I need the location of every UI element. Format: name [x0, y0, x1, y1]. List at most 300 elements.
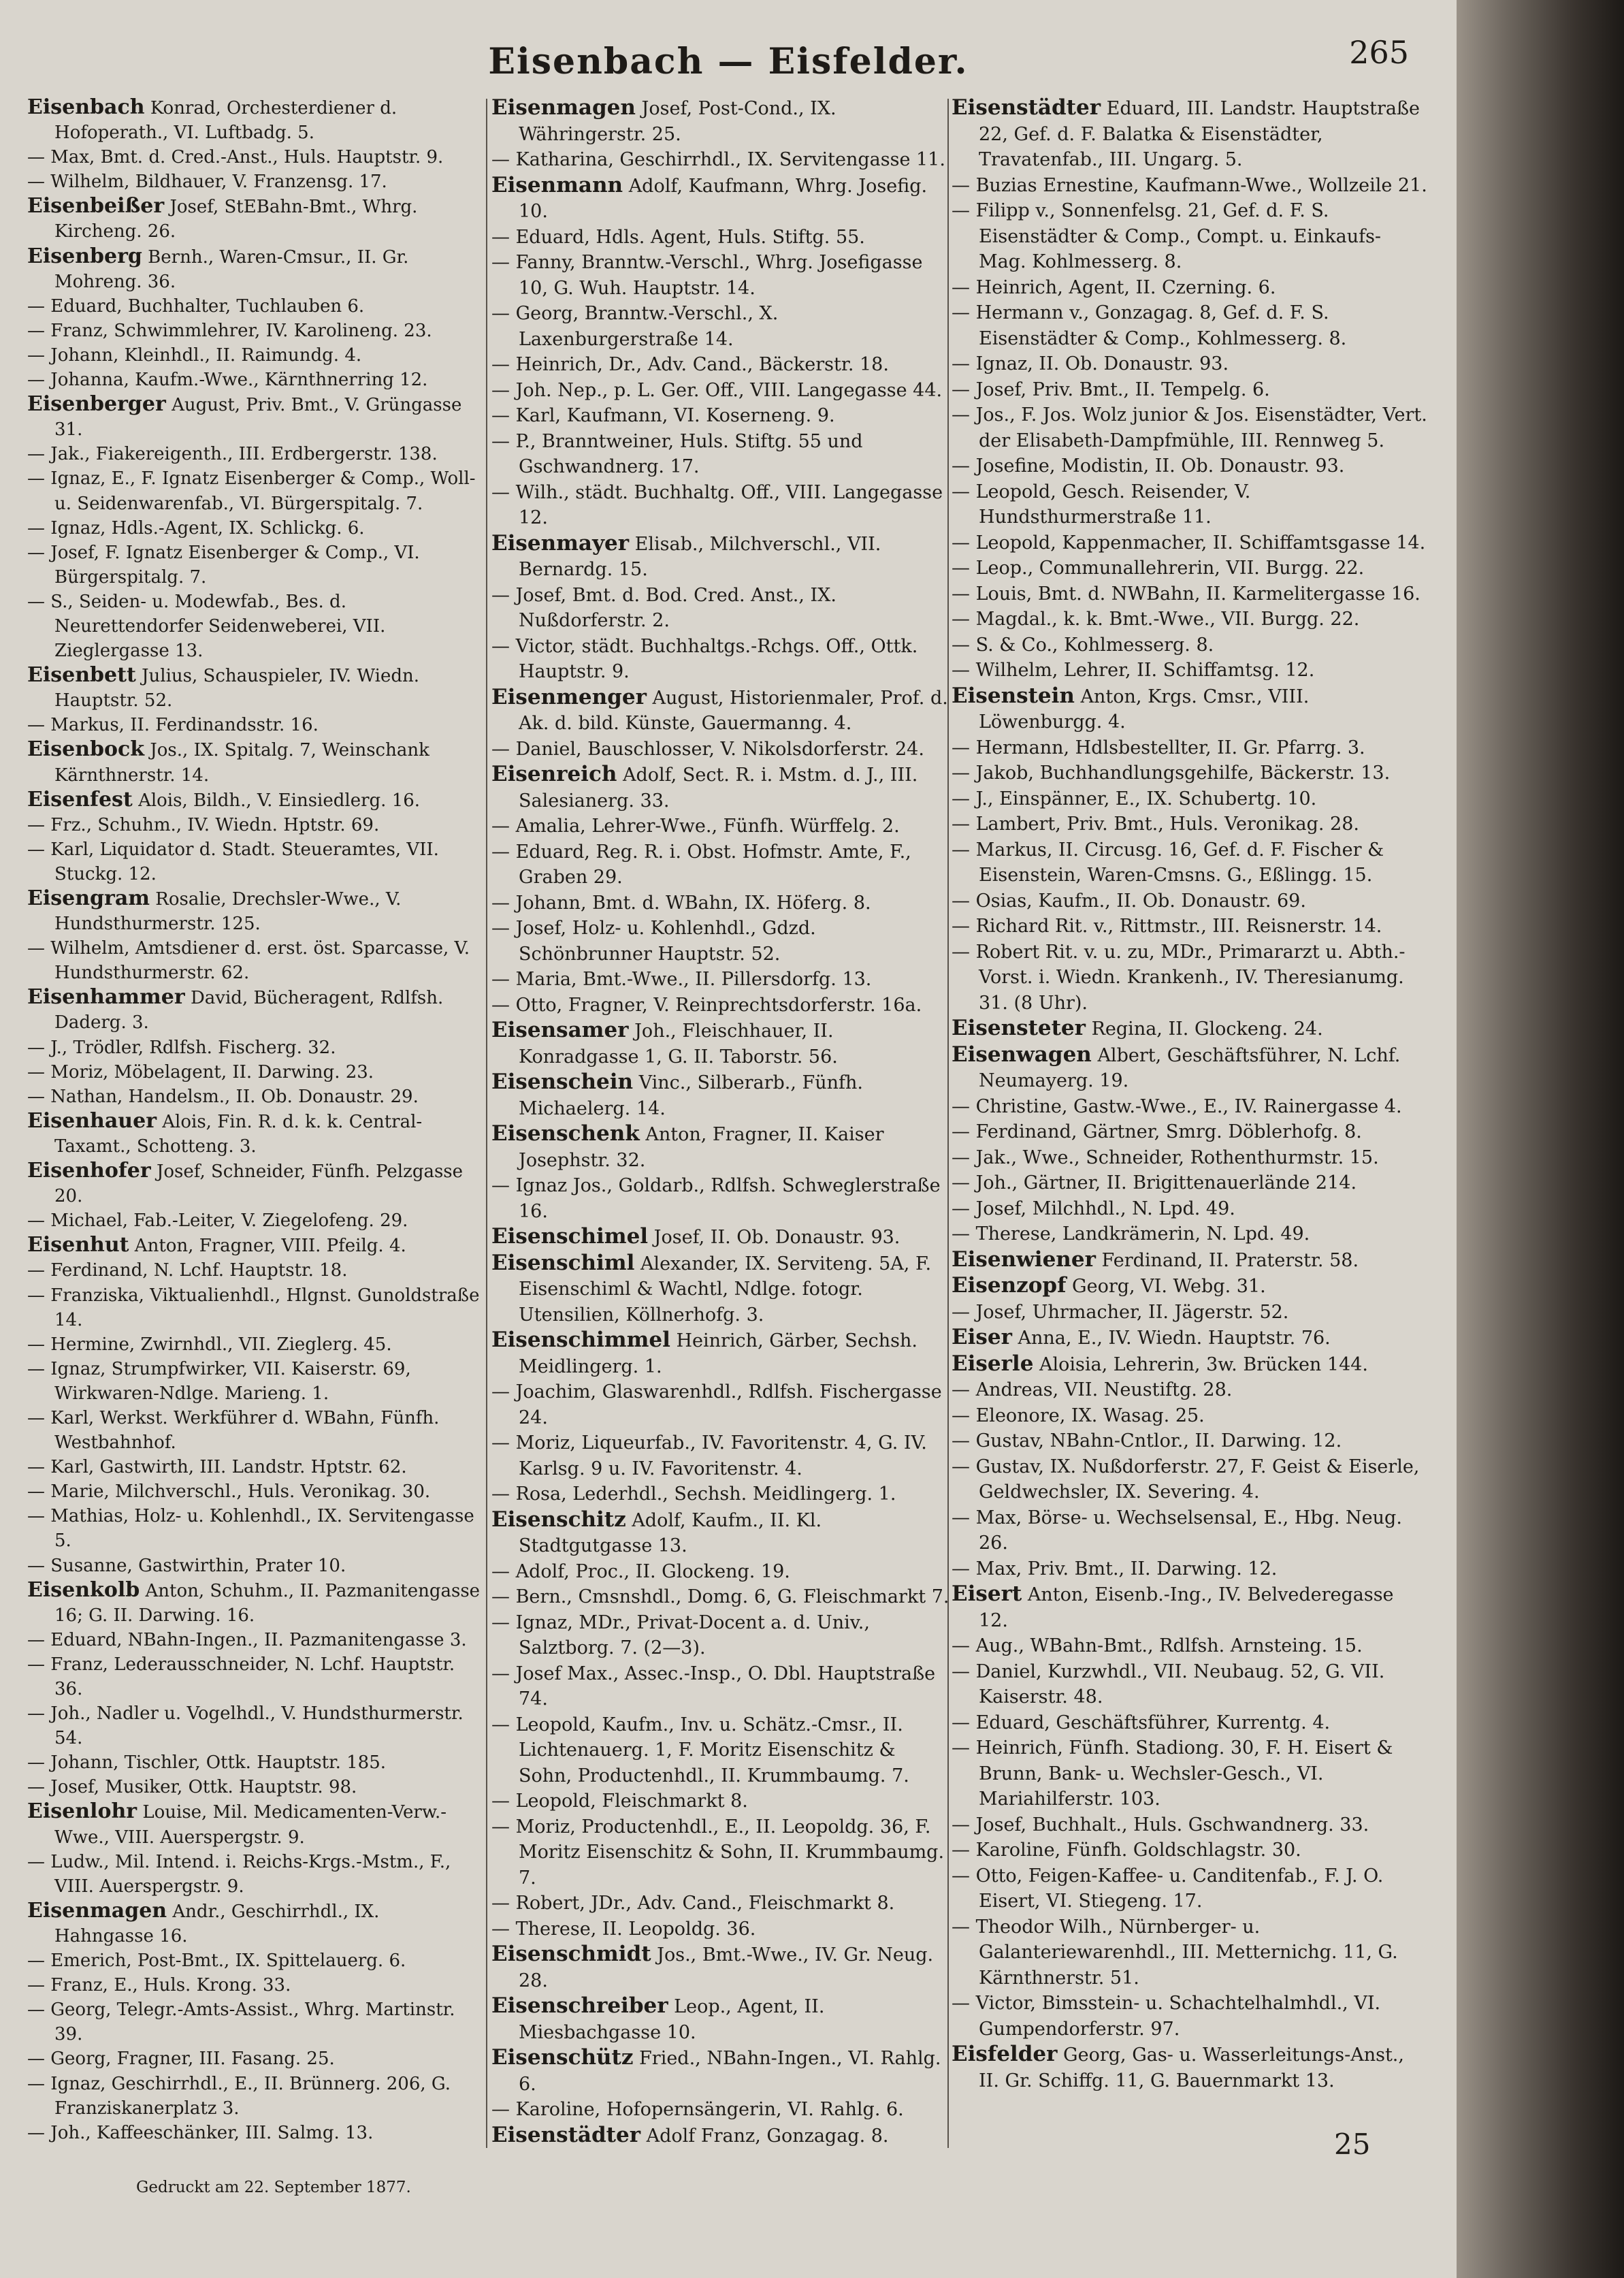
entry-text: Daniel, Kurzwhdl., VII. Neubaug. 52, G. VII. Kaiserstr. 48.: [975, 1661, 1385, 1707]
directory-sub-entry: [952, 1221, 1428, 1247]
entry-text: Louise, Mil. Medicamenten-Verw.-Wwe., VIII. Auerspergstr. 9.: [54, 1802, 447, 1848]
entry-text: Leop., Communallehrerin, VII. Burgg. 22.: [975, 558, 1365, 579]
entry-text: Louis, Bmt. d. NWBahn, II. Karmelitergasse 16.: [975, 583, 1420, 605]
entry-text: Josef, Post-Cond., IX. Währingerstr. 25.: [519, 98, 837, 145]
entry-text: Eduard, Hdls. Agent, Huls. Stiftg. 55.: [515, 226, 865, 248]
directory-entry: [952, 1582, 1428, 1633]
entry-text: Emerich, Post-Bmt., IX. Spittelauerg. 6.: [50, 1951, 406, 1972]
entry-text: Josef, F. Ignatz Eisenberger & Comp., VI. Bürgerspitalg. 7.: [50, 542, 420, 588]
entry-text: Konrad, Orchesterdiener d. Hofoperath., VI. Luftbadg. 5.: [54, 98, 397, 144]
directory-sub-entry: [491, 352, 952, 378]
entry-text: Bernh., Waren-Cmsur., II. Gr. Mohreng. 36.: [54, 246, 409, 292]
directory-entry: [27, 1799, 483, 1849]
directory-entry: [27, 1899, 483, 1948]
directory-sub-entry: [27, 1652, 483, 1701]
entry-text: Wilhelm, Bildhauer, V. Franzensg. 17.: [50, 172, 387, 193]
entry-text: Georg, Branntw.-Verschl., X. Laxenburgerstraße 14.: [515, 303, 779, 350]
directory-sub-entry: [952, 377, 1428, 403]
entry-text: Regina, II. Glockeng. 24.: [1091, 1018, 1323, 1040]
entry-text: Amalia, Lehrer-Wwe., Fünfh. Würffelg. 2.: [515, 816, 900, 837]
directory-sub-entry: [491, 1788, 952, 1814]
directory-sub-entry: [952, 1838, 1428, 1863]
directory-sub-entry: [491, 429, 952, 480]
entry-surname: Eisenmagen: [27, 1898, 167, 1923]
directory-sub-entry: [491, 250, 952, 301]
directory-sub-entry: [491, 1712, 952, 1789]
signature-mark: 25: [1334, 2128, 1371, 2161]
entry-text: Johanna, Kaufm.-Wwe., Kärnthnerring 12.: [50, 370, 428, 391]
page-header: [0, 34, 1457, 95]
directory-sub-entry: [952, 581, 1428, 607]
directory-entry: [27, 194, 483, 244]
entry-text: S., Seiden- u. Modewfab., Bes. d. Neurettendorfer Seidenweberei, VII. Zieglergasse 13.: [50, 591, 386, 662]
entry-text: Alexander, IX. Serviteng. 5A, F. Eisenschiml & Wachtl, Ndlge. fotogr. Utensilien, Köllnerhofg. 3.: [519, 1253, 932, 1326]
directory-sub-entry: [27, 936, 483, 985]
entry-text: Karl, Kaufmann, VI. Koserneng. 9.: [515, 405, 835, 426]
directory-sub-entry: [27, 1750, 483, 1775]
entry-surname: Eisenschitz: [491, 1507, 626, 1532]
entry-surname: Eisenbett: [27, 663, 136, 688]
running-title: Eisenbach — Eisfelder.: [488, 41, 969, 82]
directory-sub-entry: [27, 1036, 483, 1060]
entry-text: Marie, Milchverschl., Huls. Veronikag. 30.: [50, 1481, 431, 1503]
entry-text: Eleonore, IX. Wasag. 25.: [975, 1405, 1205, 1426]
entry-surname: Eiser: [952, 1325, 1012, 1349]
entry-surname: Eisenstein: [952, 683, 1075, 708]
entry-text: Andreas, VII. Neustiftg. 28.: [975, 1379, 1233, 1400]
entry-text: Max, Börse- u. Wechselsensal, E., Hbg. Neug. 26.: [975, 1507, 1402, 1554]
directory-sub-entry: [952, 1735, 1428, 1812]
entry-text: Hermann, Hdlsbestellter, II. Gr. Pfarrg. 3.: [975, 737, 1365, 758]
directory-sub-entry: [491, 583, 952, 634]
entry-text: Nathan, Handelsm., II. Ob. Donaustr. 29.: [50, 1086, 419, 1107]
directory-entry: [27, 1233, 483, 1258]
directory-sub-entry: [952, 1710, 1428, 1736]
directory-sub-entry: [27, 170, 483, 194]
directory-entry: [27, 985, 483, 1035]
entry-text: Robert Rit. v. u. zu, MDr., Primararzt u. Abth.-Vorst. i. Wiedn. Krankenh., IV. Theresianumg. 31. (8 Uhr).: [975, 941, 1406, 1014]
entry-surname: Eisenmagen: [491, 95, 636, 120]
entry-text: Ignaz Jos., Goldarb., Rdlfsh. Schweglerstraße 16.: [515, 1175, 941, 1222]
entry-text: August, Historienmaler, Prof. d. Ak. d. bild. Künste, Gauermanng. 4.: [519, 687, 948, 734]
entry-text: Ferdinand, N. Lchf. Hauptstr. 18.: [50, 1260, 348, 1281]
directory-entry: [27, 244, 483, 294]
directory-sub-entry: [952, 556, 1428, 581]
entry-text: Bern., Cmsnshdl., Domg. 6, G. Fleischmarkt 7.: [515, 1586, 949, 1607]
directory-sub-entry: [491, 1891, 952, 1916]
entry-text: Jos., IX. Spitalg. 7, Weinschank Kärnthnerstr. 14.: [54, 740, 429, 786]
entry-text: Leopold, Fleischmarkt 8.: [515, 1791, 748, 1812]
directory-sub-entry: [491, 403, 952, 429]
directory-sub-entry: [27, 145, 483, 170]
entry-text: J., Einspänner, E., IX. Schubertg. 10.: [975, 788, 1317, 809]
directory-sub-entry: [952, 1863, 1428, 1914]
directory-sub-entry: [952, 1556, 1428, 1582]
entry-text: Josef, II. Ob. Donaustr. 93.: [653, 1227, 900, 1248]
directory-sub-entry: [27, 590, 483, 663]
entry-text: Anna, E., IV. Wiedn. Hauptstr. 76.: [1018, 1328, 1331, 1349]
entry-surname: Eisenschimel: [491, 1224, 649, 1249]
directory-entry: [491, 762, 952, 814]
entry-text: Franz, Schwimmlehrer, IV. Karolineng. 23.: [50, 320, 432, 341]
entry-text: Daniel, Bauschlosser, V. Nikolsdorferstr. 24.: [515, 738, 924, 760]
entry-text: Karoline, Fünfh. Goldschlagstr. 30.: [975, 1840, 1301, 1861]
directory-sub-entry: [952, 786, 1428, 812]
directory-entry: [491, 1328, 952, 1379]
directory-sub-entry: [491, 993, 952, 1018]
entry-surname: Eisenhofer: [27, 1159, 151, 1183]
entry-surname: Eisenstädter: [491, 2122, 641, 2147]
directory-sub-entry: [491, 839, 952, 891]
entry-text: Johann, Tischler, Ottk. Hauptstr. 185.: [50, 1752, 387, 1774]
directory-sub-entry: [952, 1403, 1428, 1429]
directory-sub-entry: [27, 2121, 483, 2145]
entry-surname: Eisenkolb: [27, 1577, 140, 1602]
entry-text: Albert, Geschäftsführer, N. Lchf. Neumayerg. 19.: [979, 1044, 1401, 1091]
directory-sub-entry: [952, 198, 1428, 275]
directory-sub-entry: [952, 1196, 1428, 1222]
entry-surname: Eisenmann: [491, 172, 623, 197]
entry-text: Mathias, Holz- u. Kohlenhdl., IX. Servitengasse 5.: [50, 1506, 474, 1552]
directory-sub-entry: [491, 1584, 952, 1610]
directory-sub-entry: [952, 760, 1428, 786]
entry-text: Franz, E., Huls. Krong. 33.: [50, 1975, 291, 1996]
entry-text: Osias, Kaufm., II. Ob. Donaustr. 69.: [975, 890, 1306, 912]
directory-sub-entry: [27, 1850, 483, 1899]
entry-text: Leopold, Gesch. Reisender, V. Hundsthurmerstraße 11.: [975, 481, 1251, 528]
entry-text: Anton, Krgs. Cmsr., VIII. Löwenburgg. 4.: [979, 686, 1310, 733]
entry-text: Joh., Gärtner, II. Brigittenauerlände 214.: [975, 1172, 1357, 1193]
directory-sub-entry: [27, 541, 483, 590]
entry-text: Ferdinand, II. Praterstr. 58.: [1101, 1249, 1359, 1271]
entry-surname: Eisenwiener: [952, 1247, 1096, 1272]
entry-text: Buzias Ernestine, Kaufmann-Wwe., Wollzeile 21.: [975, 174, 1427, 196]
entry-text: Josef, Buchhalt., Huls. Gschwandnerg. 33.: [975, 1814, 1369, 1835]
entry-text: Victor, Bimsstein- u. Schachtelhalmhdl., VI. Gumpendorferstr. 97.: [975, 1993, 1381, 2040]
entry-surname: Eisenmenger: [491, 684, 647, 709]
entry-text: Wilhelm, Amtsdiener d. erst. öst. Sparcasse, V. Hundsthurmerstr. 62.: [50, 938, 470, 984]
directory-entry: [27, 886, 483, 936]
entry-text: Therese, Landkrämerin, N. Lpd. 49.: [975, 1223, 1310, 1245]
directory-sub-entry: [491, 1610, 952, 1661]
entry-text: Leopold, Kappenmacher, II. Schiffamtsgasse 14.: [975, 532, 1426, 554]
directory-entry: [491, 2045, 952, 2097]
entry-text: P., Branntweiner, Huls. Stiftg. 55 und Gschwandnerg. 17.: [515, 430, 863, 477]
directory-entry: [27, 1109, 483, 1159]
directory-sub-entry: [952, 1914, 1428, 1991]
entry-text: Eduard, Buchhalter, Tuchlauben 6.: [50, 295, 365, 317]
entry-text: Therese, II. Leopoldg. 36.: [515, 1918, 756, 1940]
entry-text: Leopold, Kaufm., Inv. u. Schätz.-Cmsr., II. Lichtenauerg. 1, F. Moritz Eisenschitz & Sohn, Productenhdl., II. Krummbaumg. 7.: [515, 1714, 909, 1786]
directory-sub-entry: [491, 1559, 952, 1585]
entry-surname: Eisenbach: [27, 95, 145, 119]
directory-sub-entry: [491, 1814, 952, 1891]
directory-entry: [27, 663, 483, 713]
entry-text: Magdal., k. k. Bmt.-Wwe., VII. Burgg. 22.: [975, 609, 1360, 630]
entry-text: Joh., Kaffeeschänker, III. Salmg. 13.: [50, 2122, 374, 2143]
directory-sub-entry: [27, 1357, 483, 1406]
directory-sub-entry: [952, 914, 1428, 940]
entry-text: Ignaz, Hdls.-Agent, IX. Schlickg. 6.: [50, 517, 365, 539]
entry-surname: Eisenberger: [27, 392, 166, 417]
entry-surname: Eisenhut: [27, 1233, 129, 1257]
entry-text: Heinrich, Dr., Adv. Cand., Bäckerstr. 18.: [515, 354, 889, 375]
directory-entry: [491, 1070, 952, 1121]
directory-sub-entry: [27, 1948, 483, 1973]
entry-text: Aug., WBahn-Bmt., Rdlfsh. Arnsteing. 15.: [975, 1635, 1363, 1656]
directory-sub-entry: [491, 2097, 952, 2123]
directory-sub-entry: [27, 713, 483, 737]
directory-entry: [491, 1993, 952, 2045]
entry-text: Josef Max., Assec.-Insp., O. Dbl. Hauptstraße 74.: [515, 1663, 936, 1710]
entry-text: Karl, Gastwirth, III. Landstr. Hptstr. 62.: [50, 1457, 407, 1478]
entry-text: Markus, II. Ferdinandsstr. 16.: [50, 715, 319, 736]
entry-surname: Eisenschreiber: [491, 1993, 668, 2018]
directory-sub-entry: [27, 1554, 483, 1578]
entry-text: Fried., NBahn-Ingen., VI. Rahlg. 6.: [519, 2048, 941, 2095]
entry-surname: Eisenwagen: [952, 1042, 1092, 1067]
entry-text: Ludw., Mil. Intend. i. Reichs-Krgs.-Mstm., F., VIII. Auerspergstr. 9.: [50, 1851, 451, 1897]
directory-sub-entry: [491, 378, 952, 404]
entry-text: Anton, Fragner, VIII. Pfeilg. 4.: [134, 1236, 406, 1257]
directory-entry: [27, 1159, 483, 1208]
directory-sub-entry: [491, 1916, 952, 1942]
entry-text: Adolf Franz, Gonzagag. 8.: [646, 2125, 889, 2147]
entry-text: Josef, Bmt. d. Bod. Cred. Anst., IX. Nußdorferstr. 2.: [515, 584, 837, 631]
directory-sub-entry: [952, 1454, 1428, 1505]
column-1: [27, 95, 483, 2151]
entry-surname: Eisenberg: [27, 244, 142, 268]
entry-text: Katharina, Geschirrhdl., IX. Servitengasse 11.: [515, 149, 945, 170]
entry-surname: Eisenmayer: [491, 530, 630, 556]
entry-text: Otto, Feigen-Kaffee- u. Canditenfab., F. J. O. Eisert, VI. Stiegeng. 17.: [975, 1865, 1384, 1912]
directory-sub-entry: [491, 737, 952, 763]
directory-sub-entry: [27, 319, 483, 343]
directory-sub-entry: [27, 1775, 483, 1799]
entry-text: Markus, II. Circusg. 16, Gef. d. F. Fischer & Eisenstein, Waren-Cmsns. G., Eßlingg. 15.: [975, 839, 1384, 886]
entry-text: Jak., Fiakereigenth., III. Erdbergerstr. 138.: [50, 444, 438, 465]
directory-sub-entry: [952, 812, 1428, 837]
directory-sub-entry: [27, 1406, 483, 1455]
column-3: [952, 95, 1428, 2151]
directory-sub-entry: [952, 1119, 1428, 1145]
directory-sub-entry: [952, 632, 1428, 658]
directory-entry: [952, 95, 1428, 173]
entry-text: Eduard, III. Landstr. Hauptstraße 22, Gef. d. F. Balatka & Eisenstädter, Travatenfab., III. Ungarg. 5.: [979, 98, 1420, 170]
directory-sub-entry: [27, 1455, 483, 1479]
entry-text: Johann, Kleinhdl., II. Raimundg. 4.: [50, 344, 362, 366]
directory-sub-entry: [491, 916, 952, 967]
directory-sub-entry: [27, 1332, 483, 1357]
entry-text: Ignaz, Strumpfwirker, VII. Kaiserstr. 69, Wirkwaren-Ndlge. Marieng. 1.: [50, 1358, 411, 1404]
directory-sub-entry: [27, 1973, 483, 1998]
column-divider: [486, 99, 487, 2148]
directory-sub-entry: [952, 300, 1428, 351]
entry-text: Moriz, Liqueurfab., IV. Favoritenstr. 4, G. IV. Karlsg. 9 u. IV. Favoritenstr. 4.: [515, 1432, 927, 1479]
entry-text: Josefine, Modistin, II. Ob. Donaustr. 93.: [975, 455, 1345, 477]
directory-sub-entry: [952, 1812, 1428, 1838]
entry-text: Robert, JDr., Adv. Cand., Fleischmarkt 8.: [515, 1893, 895, 1914]
entry-text: J., Trödler, Rdlfsh. Fischerg. 32.: [50, 1037, 336, 1058]
entry-surname: Eisengram: [27, 886, 150, 910]
directory-sub-entry: [952, 1505, 1428, 1556]
directory-entry: [491, 1121, 952, 1173]
entry-text: Georg, Telegr.-Amts-Assist., Whrg. Martinstr. 39.: [50, 2000, 455, 2045]
entry-surname: Eisenstädter: [952, 95, 1101, 120]
directory-entry: [952, 1325, 1428, 1351]
directory-sub-entry: [491, 967, 952, 993]
entry-surname: Eisert: [952, 1582, 1022, 1606]
entry-text: Hermine, Zwirnhdl., VII. Zieglerg. 45.: [50, 1334, 392, 1355]
entry-text: Rosalie, Drechsler-Wwe., V. Hundsthurmerstr. 125.: [54, 889, 402, 935]
entry-text: Ignaz, E., F. Ignatz Eisenberger & Comp., Woll- u. Seidenwarenfab., VI. Bürgerspitalg. 7.: [50, 468, 476, 514]
entry-surname: Eisenfest: [27, 787, 133, 812]
directory-entry: [952, 2042, 1428, 2093]
entry-text: Georg, Fragner, III. Fasang. 25.: [50, 2049, 335, 2070]
entry-text: Eduard, Reg. R. i. Obst. Hofmstr. Amte, F., Graben 29.: [515, 841, 911, 888]
entry-text: Max, Priv. Bmt., II. Darwing. 12.: [975, 1558, 1278, 1579]
directory-entry: [952, 1351, 1428, 1378]
directory-sub-entry: [952, 940, 1428, 1016]
entry-text: Anton, Fragner, II. Kaiser Josephstr. 32.: [519, 1124, 884, 1171]
directory-sub-entry: [952, 735, 1428, 761]
directory-sub-entry: [952, 1633, 1428, 1659]
entry-text: Rosa, Lederhdl., Sechsh. Meidlingerg. 1.: [515, 1483, 896, 1505]
entry-text: Alois, Bildh., V. Einsiedlerg. 16.: [138, 790, 421, 811]
directory-entry: [27, 392, 483, 442]
directory-entry: [27, 788, 483, 813]
directory-sub-entry: [27, 1701, 483, 1750]
directory-sub-entry: [27, 1258, 483, 1283]
entry-surname: Eisenbock: [27, 737, 145, 762]
directory-sub-entry: [952, 1170, 1428, 1196]
entry-text: David, Bücheragent, Rdlfsh. Daderg. 3.: [54, 988, 444, 1033]
directory-sub-entry: [952, 275, 1428, 301]
directory-entry: [27, 1578, 483, 1628]
directory-sub-entry: [27, 1283, 483, 1332]
entry-text: Max, Bmt. d. Cred.-Anst., Huls. Hauptstr. 9.: [50, 147, 444, 168]
directory-sub-entry: [952, 658, 1428, 684]
entry-text: Michael, Fab.-Leiter, V. Ziegelofeng. 29.: [50, 1210, 408, 1232]
directory-sub-entry: [27, 1060, 483, 1085]
entry-text: Jak., Wwe., Schneider, Rothenthurmstr. 15.: [975, 1146, 1379, 1168]
directory-entry: [491, 1251, 952, 1328]
directory-entry: [952, 1247, 1428, 1274]
directory-sub-entry: [952, 1300, 1428, 1326]
entry-text: Alois, Fin. R. d. k. k. Central-Taxamt., Schotteng. 3.: [54, 1111, 423, 1157]
entry-text: Jos., F. Jos. Wolz junior & Jos. Eisenstädter, Vert. der Elisabeth-Dampfmühle, III. Rennweg 5.: [975, 404, 1427, 451]
directory-sub-entry: [491, 225, 952, 251]
directory-entry: [952, 684, 1428, 735]
entry-surname: Eisenschimmel: [491, 1328, 670, 1352]
directory-entry: [491, 531, 952, 583]
entry-text: Karl, Werkst. Werkführer d. WBahn, Fünfh. Westbahnhof.: [50, 1407, 440, 1454]
entry-text: Elisab., Milchverschl., VII. Bernardg. 15.: [519, 533, 881, 580]
entry-text: Josef, Schneider, Fünfh. Pelzgasse 20.: [54, 1161, 464, 1207]
entry-text: Josef, Uhrmacher, II. Jägerstr. 52.: [975, 1301, 1289, 1323]
directory-sub-entry: [27, 516, 483, 541]
directory-sub-entry: [952, 1428, 1428, 1454]
entry-surname: Eisenbeißer: [27, 194, 165, 219]
entry-surname: Eisenhammer: [27, 985, 185, 1010]
directory-sub-entry: [952, 402, 1428, 453]
directory-sub-entry: [952, 1659, 1428, 1710]
entry-text: Joh., Fleischhauer, II. Konradgasse 1, G. II. Taborstr. 56.: [519, 1021, 838, 1068]
directory-sub-entry: [27, 837, 483, 886]
directory-entry: [952, 1273, 1428, 1300]
entry-text: Aloisia, Lehrerin, 3w. Brücken 144.: [1039, 1353, 1369, 1375]
entry-text: Moriz, Productenhdl., E., II. Leopoldg. 36, F. Moritz Eisenschitz & Sohn, II. Krummbaumg. 7.: [515, 1816, 945, 1889]
entry-text: Franziska, Viktualienhdl., Hlgnst. Gunoldstraße 14.: [50, 1285, 480, 1330]
entry-text: Karl, Liquidator d. Stadt. Steueramtes, VII. Stuckg. 12.: [50, 839, 439, 884]
entry-text: Julius, Schauspieler, IV. Wiedn. Hauptstr. 52.: [54, 666, 420, 711]
entry-text: Adolf, Proc., II. Glockeng. 19.: [515, 1560, 790, 1582]
directory-entry: [491, 1018, 952, 1070]
directory-sub-entry: [491, 634, 952, 685]
entry-text: Otto, Fragner, V. Reinprechtsdorferstr. 16a.: [515, 994, 922, 1016]
entry-text: Wilh., städt. Buchhaltg. Off., VIII. Langegasse 12.: [515, 481, 943, 528]
entry-text: Adolf, Kaufmann, Whrg. Josefig. 10.: [519, 175, 928, 222]
entry-text: Hermann v., Gonzagag. 8, Gef. d. F. S. Eisenstädter & Comp., Kohlmesserg. 8.: [975, 302, 1347, 349]
entry-text: Wilhelm, Lehrer, II. Schiffamtsg. 12.: [975, 660, 1315, 681]
entry-text: Jos., Bmt.-Wwe., IV. Gr. Neug. 28.: [519, 1944, 934, 1991]
directory-sub-entry: [491, 1661, 952, 1712]
directory-sub-entry: [952, 1991, 1428, 2042]
entry-text: Georg, VI. Webg. 31.: [1072, 1276, 1266, 1297]
entry-text: Vinc., Silberarb., Fünfh. Michaelerg. 14.: [519, 1072, 863, 1119]
entry-text: Josef, Priv. Bmt., II. Tempelg. 6.: [975, 379, 1270, 400]
directory-entry: [491, 95, 952, 147]
directory-sub-entry: [491, 301, 952, 352]
directory-sub-entry: [952, 837, 1428, 888]
entry-text: Lambert, Priv. Bmt., Huls. Veronikag. 28.: [975, 814, 1359, 835]
entry-text: Ignaz, II. Ob. Donaustr. 93.: [975, 353, 1229, 374]
directory-sub-entry: [27, 1208, 483, 1233]
directory-sub-entry: [952, 888, 1428, 914]
entry-text: Susanne, Gastwirthin, Prater 10.: [50, 1555, 346, 1576]
entry-surname: Eisenzopf: [952, 1273, 1067, 1298]
entry-text: Maria, Bmt.-Wwe., II. Pillersdorfg. 13.: [515, 969, 872, 990]
directory-entry: [952, 1042, 1428, 1094]
directory-entry: [27, 737, 483, 787]
entry-text: S. & Co., Kohlmesserg. 8.: [975, 634, 1214, 656]
entry-text: Eduard, Geschäftsführer, Kurrentg. 4.: [975, 1712, 1331, 1733]
entry-text: Gustav, IX. Nußdorferstr. 27, F. Geist & Eiserle, Geldwechsler, IX. Severing. 4.: [975, 1456, 1420, 1503]
entry-text: August, Priv. Bmt., V. Grüngasse 31.: [54, 395, 462, 440]
directory-entry: [491, 1942, 952, 1993]
entry-text: Andr., Geschirrhdl., IX. Hahngasse 16.: [54, 1901, 380, 1946]
entry-text: Karoline, Hofopernsängerin, VI. Rahlg. 6.: [515, 2099, 904, 2120]
entry-text: Gustav, NBahn-Cntlor., II. Darwing. 12.: [975, 1430, 1342, 1451]
entry-text: Joh., Nadler u. Vogelhdl., V. Hundsthurmerstr. 54.: [50, 1703, 464, 1749]
book-edge: [1457, 0, 1624, 2278]
directory-sub-entry: [952, 1094, 1428, 1120]
entry-text: Franz, Lederausschneider, N. Lchf. Hauptstr. 36.: [50, 1654, 455, 1699]
entry-surname: Eisenhauer: [27, 1108, 157, 1133]
entry-surname: Eisfelder: [952, 2042, 1058, 2066]
entry-surname: Eisenschütz: [491, 2045, 634, 2070]
entry-text: Eduard, NBahn-Ingen., II. Pazmanitengasse 3.: [50, 1629, 467, 1650]
directory-sub-entry: [27, 1479, 483, 1504]
directory-entry: [491, 1507, 952, 1559]
directory-sub-entry: [27, 442, 483, 466]
entry-text: Adolf, Kaufm., II. Kl. Stadtgutgasse 13.: [519, 1509, 822, 1556]
entry-text: Josef, Holz- u. Kohlenhdl., Gdzd. Schönbrunner Hauptstr. 52.: [515, 918, 816, 965]
directory-entry: [491, 2123, 952, 2149]
entry-text: Filipp v., Sonnenfelsg. 21, Gef. d. F. S. Eisenstädter & Comp., Compt. u. Einkaufs-Mag. Kohlmesserg. 8.: [975, 200, 1382, 272]
entry-surname: Eisensteter: [952, 1016, 1086, 1040]
entry-surname: Eisenschein: [491, 1070, 634, 1094]
